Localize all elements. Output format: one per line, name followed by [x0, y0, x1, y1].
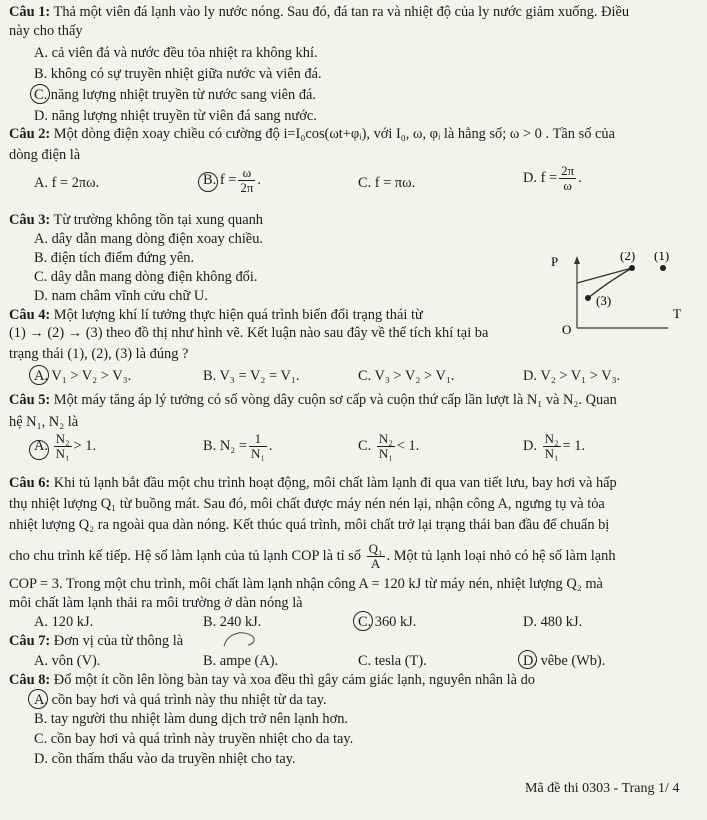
q1-stem-line1 [9, 3, 629, 21]
graph-line-1-2 [577, 268, 632, 283]
answer-circle-mark [29, 437, 49, 460]
q5-option-d[interactable] [523, 432, 585, 461]
q1-option-b[interactable]: B. không có sự truyền nhiệt giữa nước và viên đá. [34, 66, 322, 82]
q8-option-b[interactable]: B. tay người thu nhiệt làm dung dịch trở nên lạnh hơn. [34, 711, 349, 727]
q4-option-c[interactable]: C. V₃ > V₂ > V₁. [358, 368, 455, 384]
q2-option-d-label: D. [523, 169, 537, 186]
q5-option-a-tail: > 1. [73, 437, 97, 454]
q4-number: Câu 4: [9, 307, 51, 323]
q3-option-c[interactable]: C. dây dẫn mang dòng điện không đổi. [34, 269, 258, 285]
q4-option-d[interactable]: D. V₂ > V₁ > V₃. [523, 368, 621, 384]
q7-option-a[interactable]: A. vôn (V). [34, 653, 101, 669]
q5-stem-line2: hệ N₁, N₂ là [9, 414, 79, 430]
q5-option-c[interactable] [358, 432, 419, 461]
graph-label-1: (1) [654, 252, 670, 263]
q8-stem-text: Đổ một ít cồn lên lòng bàn tay và xoa đều thì gây cảm giác lạnh, nguyên nhân là do [53, 672, 535, 688]
q2-option-d-lhs: f = [540, 169, 558, 186]
q5-stem-line1 [9, 391, 617, 409]
graph-label-2: (2) [620, 252, 636, 263]
q6-option-c[interactable]: C. 360 kJ. [358, 614, 417, 630]
q7-option-b[interactable]: B. ampe (A). [203, 653, 279, 669]
q7-option-c[interactable]: C. tesla (T). [358, 653, 427, 669]
q6-cop-fraction [367, 542, 385, 571]
answer-circle-mark [28, 689, 48, 709]
q8-option-d[interactable]: D. cồn thấm thấu vào da truyền nhiệt cho tay. [34, 751, 296, 767]
q5-option-a-numerator: N₂ [55, 431, 70, 446]
q5-option-d-label: D. [523, 437, 537, 454]
q4-stem-text1: Một lượng khí lí tưởng thực hiện quá trình biến đổi trạng thái từ [53, 307, 423, 323]
answer-circle-mark [30, 84, 50, 104]
q1-stem-text1: Thả một viên đá lạnh vào ly nước nóng. Sau đó, đá tan ra và nhiệt độ của ly nước giảm xuống. Điều [53, 4, 630, 20]
q2-option-b-denominator: 2π [240, 180, 254, 195]
q7-stem [9, 632, 183, 650]
q5-option-c-denominator: N₁ [378, 446, 393, 461]
q8-option-c[interactable]: C. cồn bay hơi và quá trình này truyền nhiệt cho da tay. [34, 731, 354, 747]
q5-option-c-fraction [377, 432, 395, 461]
graph-point-1 [660, 265, 666, 271]
q6-stem-line5: COP = 3. Trong một chu trình, môi chất làm lạnh nhận công A = 120 kJ từ máy nén, nhiệt lượng Q₂ mà [9, 576, 603, 592]
q8-stem [9, 671, 535, 689]
q2-option-d-fraction [559, 164, 576, 193]
q1-stem-line2: này cho thấy [9, 23, 83, 39]
q6-stem-line2: thụ nhiệt lượng Q₁ từ buồng mát. Sau đó, môi chất được máy nén nén lại, nhận công A, ngưng tụ và tỏa [9, 496, 605, 512]
q3-option-d[interactable]: D. nam châm vĩnh cửu chữ U. [34, 288, 208, 304]
pen-scribble-mark [220, 628, 260, 650]
q2-option-b-label: B. [203, 171, 217, 188]
q8-number: Câu 8: [9, 672, 51, 688]
q5-option-d-tail: = 1. [562, 437, 586, 454]
q7-stem-text: Đơn vị của từ thông là [53, 633, 184, 649]
q5-option-b-fraction [249, 432, 267, 461]
q6-stem-line3: nhiệt lượng Q₂ ra ngoài qua dàn nóng. Kết thúc quá trình, môi chất trở lại trạng thái ban đầu để chuẩn bị [9, 517, 610, 533]
q2-option-c[interactable]: C. f = πω. [358, 175, 416, 191]
q2-option-b[interactable]: B. f = $\frac{\omega}{2\pi}$ . [203, 165, 262, 195]
q2-option-a[interactable]: A. f = 2πω. [34, 175, 100, 191]
q6-option-b[interactable]: B. 240 kJ. [203, 614, 262, 630]
q6-stem-text4b: . Một tủ lạnh loại nhỏ có hệ số làm lạnh [386, 547, 616, 564]
graph-p-arrow [574, 256, 580, 264]
q2-number: Câu 2: [9, 126, 51, 142]
q2-option-b-lhs: f = [219, 171, 237, 188]
q5-option-a-denominator: N₁ [55, 446, 70, 461]
q3-stem-text: Từ trường không tồn tại xung quanh [53, 212, 263, 228]
q4-pt-graph [548, 252, 698, 336]
q6-stem-text4a: cho chu trình kế tiếp. Hệ số làm lạnh của tủ lạnh COP là tỉ số [9, 547, 361, 564]
q5-number: Câu 5: [9, 392, 51, 408]
q1-number: Câu 1: [9, 4, 51, 20]
q6-stem-text1: Khi tủ lạnh bắt đầu một chu trình hoạt động, môi chất làm lạnh đi qua van tiết lưu, bay hơi và hấp [53, 475, 617, 491]
q1-option-d[interactable]: D. năng lượng nhiệt truyền từ viên đá sang nước. [34, 108, 317, 124]
q2-option-d-numerator: 2π [561, 163, 575, 178]
q3-number: Câu 3: [9, 212, 51, 228]
q5-stem-text1: Một máy tăng áp lý tưởng có số vòng dây cuộn sơ cấp và cuộn thứ cấp lần lượt là N₁ và N₂. Quan [53, 392, 617, 408]
q2-stem-text-b: , với I₀, ω, φᵢ là hằng số; ω > 0 . Tần số của [366, 126, 615, 142]
q7-number: Câu 7: [9, 633, 51, 649]
graph-label-3: (3) [596, 293, 612, 308]
q6-stem-line4 [9, 542, 616, 571]
q5-option-d-numerator: N₂ [544, 431, 559, 446]
q5-option-b-lhs: N₂ = [219, 437, 247, 454]
q5-option-d-fraction [543, 432, 561, 461]
graph-point-3 [585, 295, 591, 301]
q2-option-d-denominator: ω [563, 178, 572, 193]
q6-option-d[interactable]: D. 480 kJ. [523, 614, 583, 630]
q6-cop-denominator: A [370, 556, 381, 571]
graph-p-label: P [551, 254, 559, 269]
q3-option-a[interactable]: A. dây dẫn mang dòng điện xoay chiều. [34, 231, 263, 247]
q6-stem-line6: môi chất làm lạnh thải ra môi trường ở dàn nóng là [9, 595, 303, 611]
q2-formula: i=I₀cos(ωt+φᵢ) [283, 126, 367, 142]
q2-stem-text-a: Một dòng điện xoay chiều có cường độ [53, 126, 280, 142]
graph-point-2 [629, 265, 635, 271]
q4-stem-line1 [9, 306, 423, 324]
q5-option-c-tail: < 1. [396, 437, 420, 454]
q3-stem [9, 211, 263, 229]
q6-stem-line1 [9, 474, 617, 492]
answer-circle-mark [353, 611, 373, 631]
answer-circle-mark [29, 365, 49, 385]
q1-option-a[interactable]: A. cả viên đá và nước đều tỏa nhiệt ra không khí. [34, 45, 318, 61]
q5-option-a-label: A. [34, 437, 48, 454]
graph-t-label: T [673, 306, 681, 321]
q4-stem-line3: trạng thái (1), (2), (3) là đúng ? [9, 346, 189, 362]
q4-option-a[interactable]: A. V₁ > V₂ > V₃. [34, 368, 132, 384]
footer-page-code: Mã đề thi 0303 - Trang 1/ 4 [525, 781, 680, 796]
q5-option-d-denominator: N₁ [544, 446, 559, 461]
answer-circle-mark [198, 172, 218, 192]
q2-option-b-numerator: ω [238, 166, 255, 181]
q6-number: Câu 6: [9, 475, 51, 491]
q2-option-d[interactable]: D. f = $\frac{2\pi}{\omega}$ . [523, 163, 582, 193]
q2-stem-line2: dòng điện là [9, 147, 81, 163]
q8-option-a[interactable]: A. cồn bay hơi và quá trình này thu nhiệt từ da tay. [34, 692, 327, 708]
q5-option-b-numerator: 1 [249, 432, 267, 447]
q3-option-b[interactable]: B. điện tích điểm đứng yên. [34, 250, 195, 266]
q5-option-b[interactable]: B. N₂ = $\frac{1}{\text{N₁}}$ . [203, 431, 273, 461]
q2-stem-line1 [9, 125, 615, 143]
q2-option-b-fraction [238, 166, 255, 195]
answer-circle-mark [518, 650, 537, 669]
q5-option-b-label: B. [203, 437, 217, 454]
q5-option-c-numerator: N₂ [378, 431, 393, 446]
q1-option-c[interactable]: C. năng lượng nhiệt truyền từ nước sang viên đá. [34, 87, 317, 103]
graph-o-label: O [562, 322, 572, 336]
q6-cop-numerator: Q₁ [368, 541, 383, 556]
q4-option-b[interactable]: B. V₃ = V₂ = V₁. [203, 368, 300, 384]
q7-option-d[interactable]: D. vêbe (Wb). [523, 653, 606, 669]
q5-option-b-denominator: N₁ [250, 446, 265, 461]
q5-option-a-fraction [54, 432, 72, 461]
q4-stem-line2: (1) → (2) → (3) theo đồ thị như hình vẽ. Kết luận nào sau đây về thể tích khí tại ba [9, 325, 489, 341]
q6-option-a[interactable]: A. 120 kJ. [34, 614, 94, 630]
q5-option-c-label: C. [358, 437, 372, 454]
